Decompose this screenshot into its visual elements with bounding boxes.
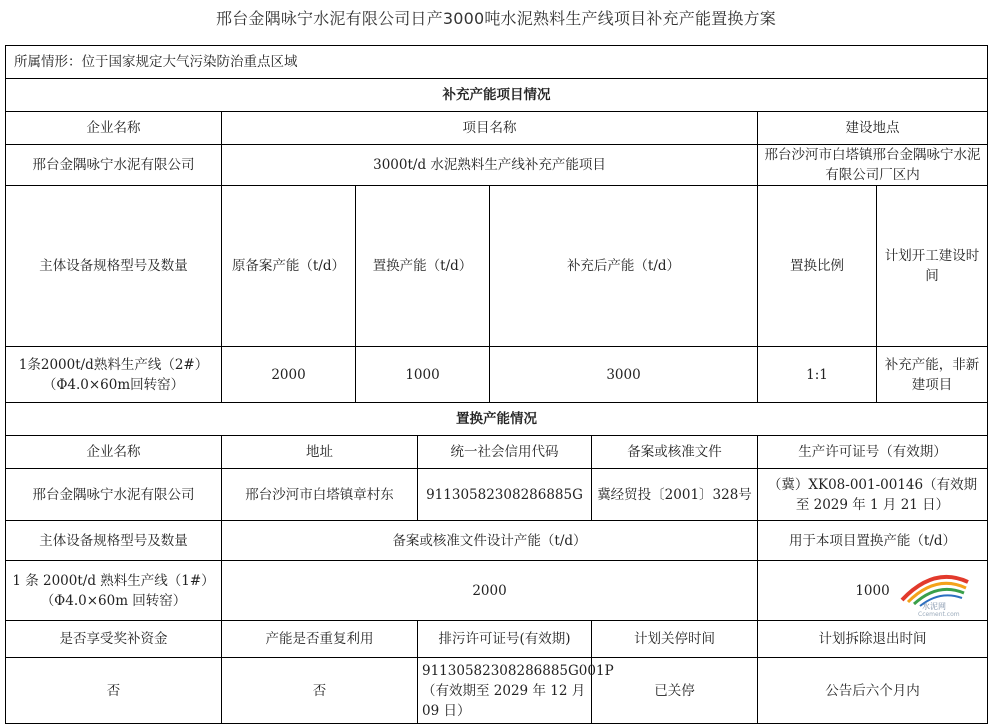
page-title: 邢台金隅咏宁水泥有限公司日产3000吨水泥熟料生产线项目补充产能置换方案 (216, 9, 776, 28)
header-shutdown: 计划关停时间 (592, 621, 758, 658)
rep-used-capacity: 1000 (758, 561, 988, 621)
supplement-location: 邢台沙河市白塔镇邢台金隅咏宁水泥有限公司厂区内 (758, 145, 988, 186)
watermark-text: 水泥网 (922, 602, 946, 611)
rep-license: （冀）XK08-001-00146（有效期至 2029 年 1 月 21 日） (758, 469, 988, 521)
header-after-capacity: 补充后产能（t/d） (490, 186, 758, 347)
rep-credit-code: 91130582308286885G (418, 469, 592, 521)
region-cell: 所属情形：位于国家规定大气污染防治重点区域 (6, 46, 988, 79)
header-rep-company: 企业名称 (6, 436, 222, 469)
header-rep-license: 生产许可证号（有效期） (758, 436, 988, 469)
rep-permit: 91130582308286885G001P （有效期至 2029 年 12 月 09 日） (418, 658, 592, 724)
header-subsidy: 是否享受奖补资金 (6, 621, 222, 658)
header-rep-credit-code: 统一社会信用代码 (418, 436, 592, 469)
header-permit: 排污许可证号(有效期) (418, 621, 592, 658)
header-location: 建设地点 (758, 112, 988, 145)
supplement-original: 2000 (222, 347, 356, 403)
supplement-start: 补充产能，非新建项目 (877, 347, 988, 403)
capacity-table (5, 45, 988, 724)
rep-shutdown: 已关停 (592, 658, 758, 724)
header-company-name: 企业名称 (6, 112, 222, 145)
rep-address: 邢台沙河市白塔镇章村东 (222, 469, 418, 521)
supplement-project: 3000t/d 水泥熟料生产线补充产能项目 (222, 145, 758, 186)
header-original-capacity: 原备案产能（t/d） (222, 186, 356, 347)
header-design-capacity: 备案或核准文件设计产能（t/d） (222, 521, 758, 561)
header-rep-filing: 备案或核准文件 (592, 436, 758, 469)
supplement-after: 3000 (490, 347, 758, 403)
header-start-time: 计划开工建设时间 (877, 186, 988, 347)
header-project-name: 项目名称 (222, 112, 758, 145)
rep-equipment: 1 条 2000t/d 熟料生产线（1#）（Φ4.0×60m 回转窑） (6, 561, 222, 621)
header-ratio: 置换比例 (758, 186, 877, 347)
header-rep-address: 地址 (222, 436, 418, 469)
header-demolish: 计划拆除退出时间 (758, 621, 988, 658)
supplement-heading: 补充产能项目情况 (6, 79, 988, 112)
supplement-company: 邢台金隅咏宁水泥有限公司 (6, 145, 222, 186)
rep-company: 邢台金隅咏宁水泥有限公司 (6, 469, 222, 521)
header-rep-equipment: 主体设备规格型号及数量 (6, 521, 222, 561)
header-replace-capacity: 置换产能（t/d） (356, 186, 490, 347)
header-equipment: 主体设备规格型号及数量 (6, 186, 222, 347)
supplement-ratio: 1:1 (758, 347, 877, 403)
watermark-sub: Ccement.com (918, 611, 960, 618)
watermark-logo (894, 560, 974, 620)
supplement-equipment: 1条2000t/d熟料生产线（2#）（Φ4.0×60m回转窑） (6, 347, 222, 403)
header-reuse: 产能是否重复利用 (222, 621, 418, 658)
rep-design-capacity: 2000 (222, 561, 758, 621)
replacement-heading: 置换产能情况 (6, 403, 988, 436)
rep-filing: 冀经贸投〔2001〕328号 (592, 469, 758, 521)
rep-subsidy: 否 (6, 658, 222, 724)
rep-reuse: 否 (222, 658, 418, 724)
supplement-replace: 1000 (356, 347, 490, 403)
rep-demolish: 公告后六个月内 (758, 658, 988, 724)
header-used-capacity: 用于本项目置换产能（t/d） (758, 521, 988, 561)
